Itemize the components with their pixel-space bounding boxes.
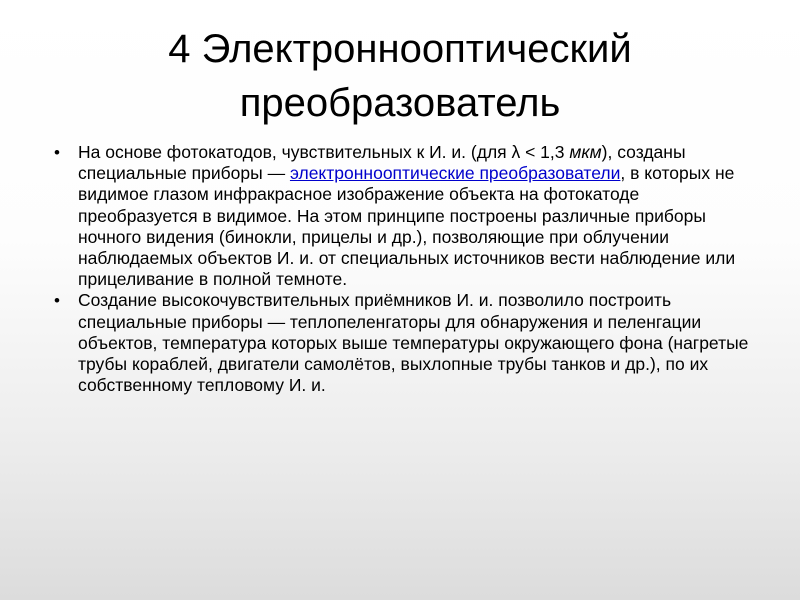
bullet-2-text: Создание высокочувствительных приёмников И. и. позволило построить специальные приборы — теплопеленгаторы для обнаружения и пеленгации объектов, температура которых выше температуры окружающего фона (нагретые трубы кораблей, двигатели самолётов, выхлопные трубы танков и др.), по их собственному тепловому И. и. [78,290,749,396]
bullet-item-1 [50,142,750,290]
bullet-1-text-a: На основе фотокатодов, чувствительных к И. и. (для λ < 1,3 [78,142,570,162]
bullet-1-text-c: , в которых не видимое глазом инфракрасное изображение объекта на фотокатоде преобразуется в видимое. На этом принципе построены различные приборы ночного видения (бинокли, прицелы и др.), позволяющие при облучении наблюдаемых объектов И. и. от специальных источников вести наблюдение или прицеливание в полной темноте. [78,163,736,290]
slide-title [60,22,740,130]
title-line-1: 4 Электроннооптический [168,27,632,71]
title-line-2: преобразователь [239,81,561,125]
eop-link[interactable]: электроннооптические преобразователи [289,163,621,184]
bullet-marker: • [54,291,60,311]
bullet-1-text-b: ), созданы специальные приборы — [78,142,686,184]
bullet-1-unit: мкм [569,142,602,162]
bullet-list [50,142,750,396]
bullet-marker: • [54,143,60,162]
bullet-item-2 [50,290,750,396]
